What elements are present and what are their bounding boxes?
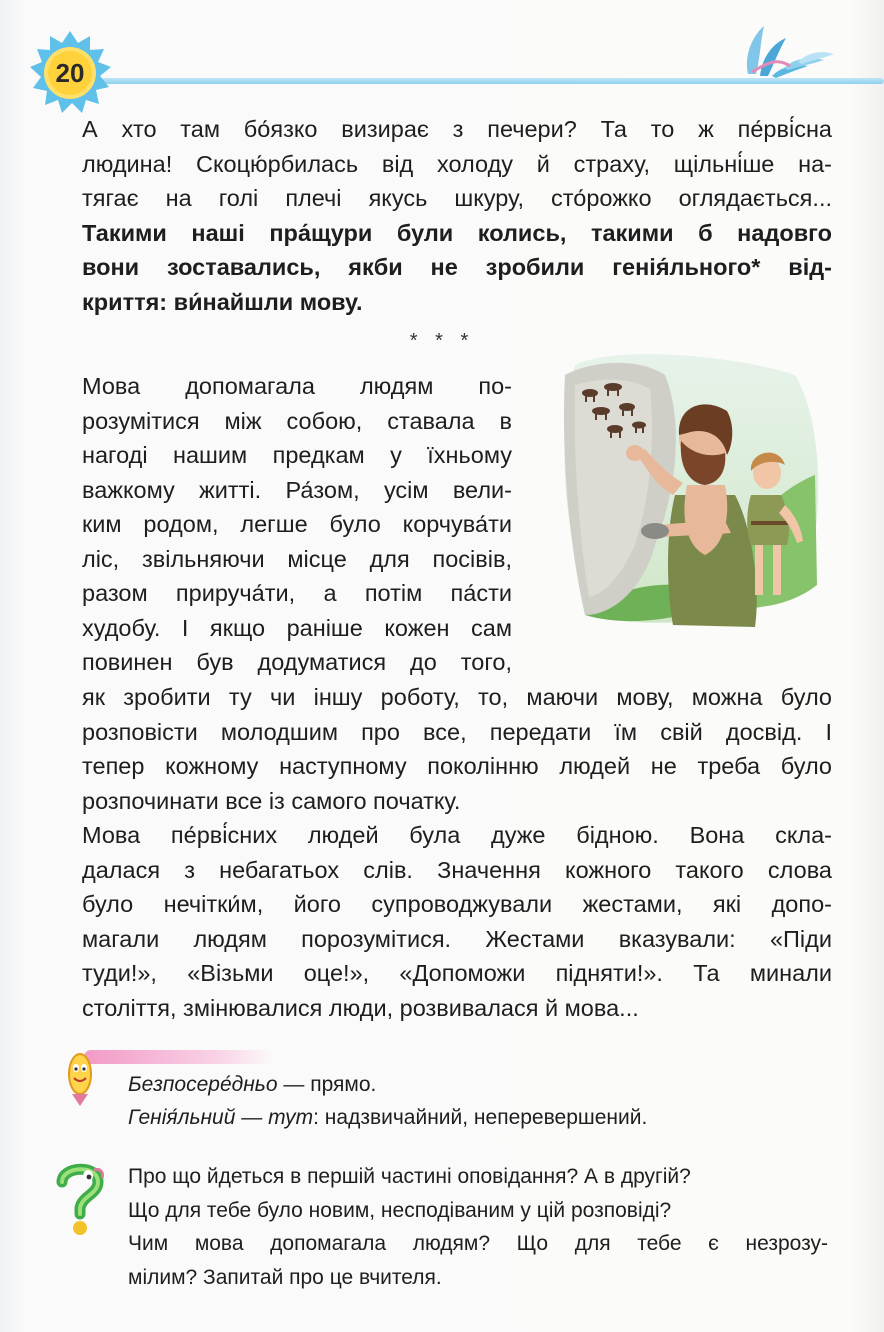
question-line: Про що йдеться в першій частині оповідання? А в другій? xyxy=(128,1165,691,1188)
text-line: розпочинати все із самого початку. xyxy=(82,787,461,814)
question-mark-icon xyxy=(54,1160,106,1240)
text-line: ким родом, легше було корчува́ти xyxy=(82,511,512,537)
leaf-ornament-icon xyxy=(738,22,838,80)
review-questions xyxy=(128,1160,828,1294)
bold-text-line: вони зоставались, якби не зробили генія́льного* від- xyxy=(82,254,832,280)
text-line: нагоді нашим предкам у їхньому xyxy=(82,442,512,468)
text-line: тепер кожному наступному поколінню людей не треба було xyxy=(82,753,832,779)
text-line: було нечітки́м, його супроводжували жестами, які допо- xyxy=(82,891,832,917)
paragraph-language-helped xyxy=(82,369,512,680)
text-line: як зробити ту чи іншу роботу, то, маючи мову, можна було xyxy=(82,684,832,710)
glossary-definition: надзвичайний, неперевершений. xyxy=(324,1106,648,1129)
glossary-item xyxy=(128,1101,828,1134)
bold-text-line: криття: ви́найшли мову. xyxy=(82,288,363,315)
text-line: туди!», «Візьми оце!», «Допоможи підняти!». Та минали xyxy=(82,960,832,986)
pencil-face-icon xyxy=(62,1048,98,1108)
text-line: повинен був додуматися до того, xyxy=(82,649,512,675)
text-line: тягає на голі плечі якусь шкуру, сто́рожко оглядається... xyxy=(82,185,832,211)
text-line: століття, змінювалися люди, розвивалася й мова... xyxy=(82,994,639,1021)
glossary-separator: — xyxy=(277,1073,311,1096)
text-line: Мова допомагала людям по- xyxy=(82,373,512,399)
text-line: важкому житті. Ра́зом, усім вели- xyxy=(82,476,512,503)
text-line: А хто там бо́язко визирає з печери? Та то ж пе́рві́сна xyxy=(82,116,832,142)
glossary-definition: прямо. xyxy=(310,1073,377,1096)
text-line: людина! Скоцю́рбилась від холоду й страху, щільні́ше на- xyxy=(82,150,832,177)
intro-paragraph xyxy=(82,112,832,319)
glossary-term: Генія́льний — тут xyxy=(128,1106,314,1129)
bold-text-line: Такими наші пра́щури були колись, такими б надовго xyxy=(82,219,832,246)
text-line: ліс, звільняючи місце для посівів, xyxy=(82,545,512,572)
text-line: Мова пе́рві́сних людей була дуже бідною. Вона скла- xyxy=(82,822,832,848)
question-line: Що для тебе було новим, несподіваним у цій розповіді? xyxy=(128,1198,672,1222)
paragraph-primitive-language xyxy=(82,818,832,1025)
question-line: мілим? Запитай про це вчителя. xyxy=(128,1265,442,1289)
glossary-term: Безпосере́дньо xyxy=(128,1073,278,1096)
paragraph-language-helped-continued xyxy=(82,680,832,818)
page-number: 20 xyxy=(55,57,85,88)
text-line: розповісти молодшим про все, передати їм свій досвід. І xyxy=(82,718,832,745)
section-separator: * * * xyxy=(409,330,475,352)
cave-painting-illustration xyxy=(555,345,825,630)
question-line: Чим мова допомагала людям? Що для тебе є незрозу- xyxy=(128,1232,828,1255)
glossary-item xyxy=(128,1068,828,1101)
text-line: магали людям порозумітися. Жестами вказували: «Піди xyxy=(82,925,832,952)
glossary xyxy=(128,1068,828,1134)
text-line: разом прируча́ти, а потім па́сти xyxy=(82,580,512,606)
glossary-separator: : xyxy=(313,1106,325,1129)
text-line: розумітися між собою, ставала в xyxy=(82,407,512,434)
text-line: далася з небагатьох слів. Значення кожного такого слова xyxy=(82,856,832,883)
text-line: худобу. І якщо раніше кожен сам xyxy=(82,614,512,641)
glossary-highlight-bar xyxy=(84,1050,274,1064)
